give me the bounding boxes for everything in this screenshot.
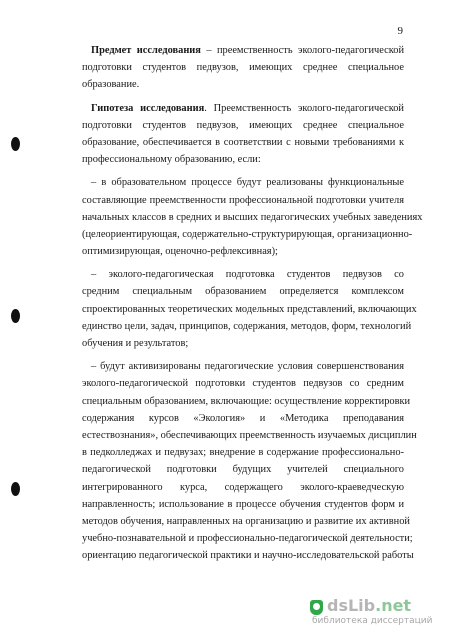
paragraph-subject (82, 42, 404, 94)
text-line: образование, обеспечивается в соответствии с новыми требованиями к (82, 136, 404, 148)
text-line: средним специальным образованием определяется комплексом (82, 286, 404, 298)
watermark-logo: dsLib.net (327, 596, 412, 615)
watermark-subtitle: библиотека диссертаций (312, 616, 433, 626)
text-line: в педколледжах и педвузах; внедрение в содержание профессионально- (82, 447, 404, 459)
text-line: Гипотеза исследования. Преемственность эколого-педагогической (91, 102, 404, 114)
binder-hole-bottom (11, 482, 20, 496)
text-line: профессиональному образованию, если: (82, 154, 261, 166)
text-line: – эколого-педагогическая подготовка студентов педвузов со (91, 269, 404, 281)
text-line: оптимизирующая, оценочно-рефлексивная); (82, 246, 278, 258)
text-line: учебно-познавательной и профессионально-педагогической деятельности; (82, 533, 413, 545)
text-line: – будут активизированы педагогические условия совершенствования (91, 361, 404, 373)
paragraph-condition-2 (82, 266, 417, 352)
text-line: естествознания», обеспечивающих преемственность изучаемых дисциплин (82, 429, 417, 441)
text-line: методов обучения, направленных на организацию и развитие их активной (82, 515, 410, 527)
text-line: Предмет исследования – преемственность эколого-педагогической (91, 45, 405, 56)
text-line: ориентацию педагогической практики и научно-исследовательской работы (82, 550, 414, 562)
paragraph-condition-3 (82, 358, 417, 564)
text-line: обучения и результатов; (82, 338, 189, 349)
text-line: (целеориентирующая, содержательно-структурирующая, организационно- (82, 228, 413, 240)
binder-hole-top (11, 137, 20, 151)
dslib-watermark (310, 598, 438, 628)
text-line: педагогической подготовки будущих учителей специального (82, 464, 404, 476)
text-line: – в образовательном процессе будут реализованы функциональные (91, 177, 404, 189)
text-line: единство цели, задач, принципов, содержания, методов, форм, технологий (82, 320, 412, 332)
binder-hole-middle (11, 309, 20, 323)
text-line: подготовки студентов педвузов, имеющих среднее специальное (82, 62, 404, 74)
book-icon (310, 600, 323, 615)
document-body (82, 42, 423, 564)
text-line: составляющие преемственности профессиональной подготовки учителя (82, 194, 404, 206)
text-line: начальных классов в средних и высших педагогических учебных заведениях (82, 211, 423, 223)
text-line: специальным образованием, включающие: осуществление корректировки (82, 395, 411, 407)
text-line: образование. (82, 79, 140, 91)
text-line: подготовки студентов педвузов, имеющих среднее специальное (82, 119, 404, 131)
hypothesis-heading: Гипотеза исследования (91, 102, 205, 114)
paragraph-condition-1 (82, 174, 423, 260)
text-line: содержания курсов «Экология» и «Методика преподавания (82, 412, 404, 424)
subject-heading: Предмет исследования (91, 45, 201, 56)
text-line: направленность; использование в процессе обучения студентов форм и (82, 498, 404, 510)
text-line: интегрированного курса, содержащего эколого-краеведческую (82, 481, 404, 493)
text-line: спроектированных теоретических модельных представлений, включающих (82, 303, 417, 315)
paragraph-hypothesis (82, 100, 404, 169)
page-number: 9 (397, 25, 403, 37)
text-line: эколого-педагогической подготовки студентов педвузов со средним (82, 378, 404, 390)
